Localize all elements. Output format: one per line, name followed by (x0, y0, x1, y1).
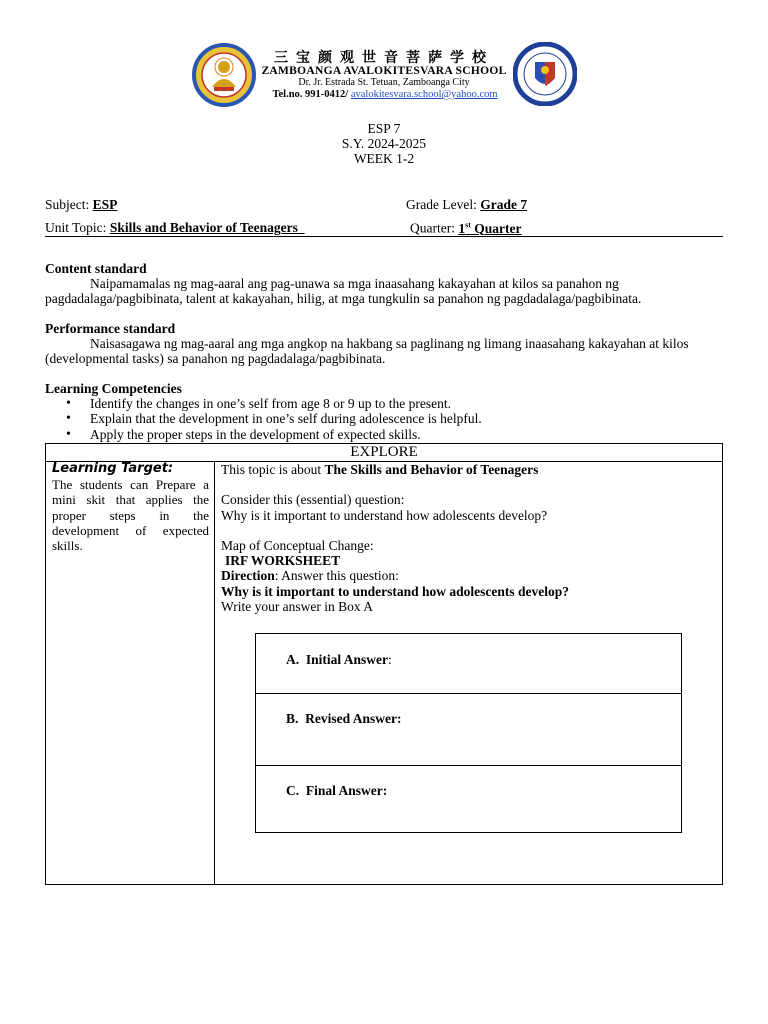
initial-answer-label: Initial Answer (305, 652, 389, 667)
learning-target-text: The students can Prepare a mini skit that applies the proper steps in the development of expected skills. (52, 477, 209, 554)
school-name-chinese: 三宝颜观世音菩萨学校 (274, 50, 494, 66)
divider (45, 236, 723, 237)
grade-label: Grade Level: (406, 197, 477, 212)
learning-competencies-heading: Learning Competencies (45, 381, 182, 396)
competency-list (45, 396, 725, 442)
explore-content-cell (221, 462, 716, 614)
direction-text: : Answer this question: (274, 568, 399, 584)
performance-standard-heading: Performance standard (45, 321, 176, 336)
subject-field (45, 197, 117, 213)
subject-value: ESP (92, 197, 118, 212)
revised-answer-row[interactable] (256, 694, 681, 766)
content-standard-heading: Content standard (45, 261, 147, 276)
learning-target-cell (46, 462, 215, 884)
worksheet-question: Why is it important to understand how adolescents develop? (221, 583, 570, 599)
course-title: ESP 7 (367, 121, 401, 136)
unit-topic-value: Skills and Behavior of Teenagers (109, 220, 298, 235)
school-name: ZAMBOANGA AVALOKITESVARA SCHOOL (261, 65, 507, 77)
topic-prefix: This topic is about (221, 462, 325, 477)
quarter-label: Quarter: (410, 220, 455, 236)
map-label: Map of Conceptual Change: (221, 537, 374, 553)
list-item: • Identify the changes in one’s self from age 8 or 9 up to the present. (45, 396, 725, 411)
essential-question: Why is it important to understand how adolescents develop? (221, 507, 548, 523)
school-year: S.Y. 2024-2025 (341, 136, 427, 151)
grade-value: Grade 7 (480, 197, 528, 212)
final-answer-row[interactable] (256, 766, 681, 832)
learning-target-title: Learning Target: (52, 461, 174, 476)
answer-instruction: Write your answer in Box A (221, 598, 374, 614)
topic-title: The Skills and Behavior of Teenagers (324, 462, 539, 477)
answer-letter: C. (286, 783, 300, 798)
explore-heading: EXPLORE (46, 444, 722, 462)
worksheet-title: IRF WORKSHEET (225, 553, 341, 569)
email-link[interactable]: avalokitesvara.school@yahoo.com (350, 89, 498, 100)
unit-topic-field (45, 220, 305, 236)
school-address: Dr. Jr. Estrada St. Tetuan, Zamboanga City (298, 77, 470, 88)
direction-label: Direction (221, 568, 275, 584)
school-contact (240, 89, 530, 100)
final-answer-label: Final Answer: (305, 783, 388, 798)
week-label: WEEK 1-2 (353, 151, 415, 166)
list-item: • Explain that the development in one’s self during adolescence is helpful. (45, 411, 725, 426)
grade-field (406, 197, 527, 213)
answer-colon: : (388, 652, 392, 667)
revised-answer-label: Revised Answer: (305, 711, 402, 726)
direction-line (221, 568, 716, 583)
answer-box (255, 633, 682, 833)
answer-letter: B. (286, 711, 299, 726)
topic-line (221, 462, 716, 477)
list-item: • Apply the proper steps in the development of expected skills. (45, 427, 725, 442)
quarter-word: Quarter (474, 220, 522, 236)
quarter-number: 1 (458, 220, 466, 236)
explore-table (45, 443, 723, 885)
performance-standard-text: Naisasagawa ng mag-aaral ang mga angkop na hakbang sa paglinang ng limang inaasahang kakayahan at kilos (developmental tasks) sa panahon ng pagdadalaga/pagbibinata. (45, 336, 689, 366)
quarter-field (410, 220, 522, 237)
answer-letter: A. (286, 652, 300, 667)
quarter-suffix: st (465, 220, 471, 229)
content-standard-text: Naipamamalas ng mag-aaral ang pag-unawa sa mga inaasahang kakayahan at kilos sa panahon ng pagdadalaga/pagbibinata, talent at kakayahan, hilig, at mga tungkulin sa panahon ng pagdadalaga/pagbibinata. (45, 276, 642, 306)
telephone: Tel.no. 991-0412/ (272, 89, 349, 100)
essential-question-label: Consider this (essential) question: (221, 492, 405, 508)
unit-topic-label: Unit Topic: (45, 220, 107, 235)
initial-answer-row[interactable] (256, 634, 681, 694)
subject-label: Subject: (45, 197, 90, 212)
